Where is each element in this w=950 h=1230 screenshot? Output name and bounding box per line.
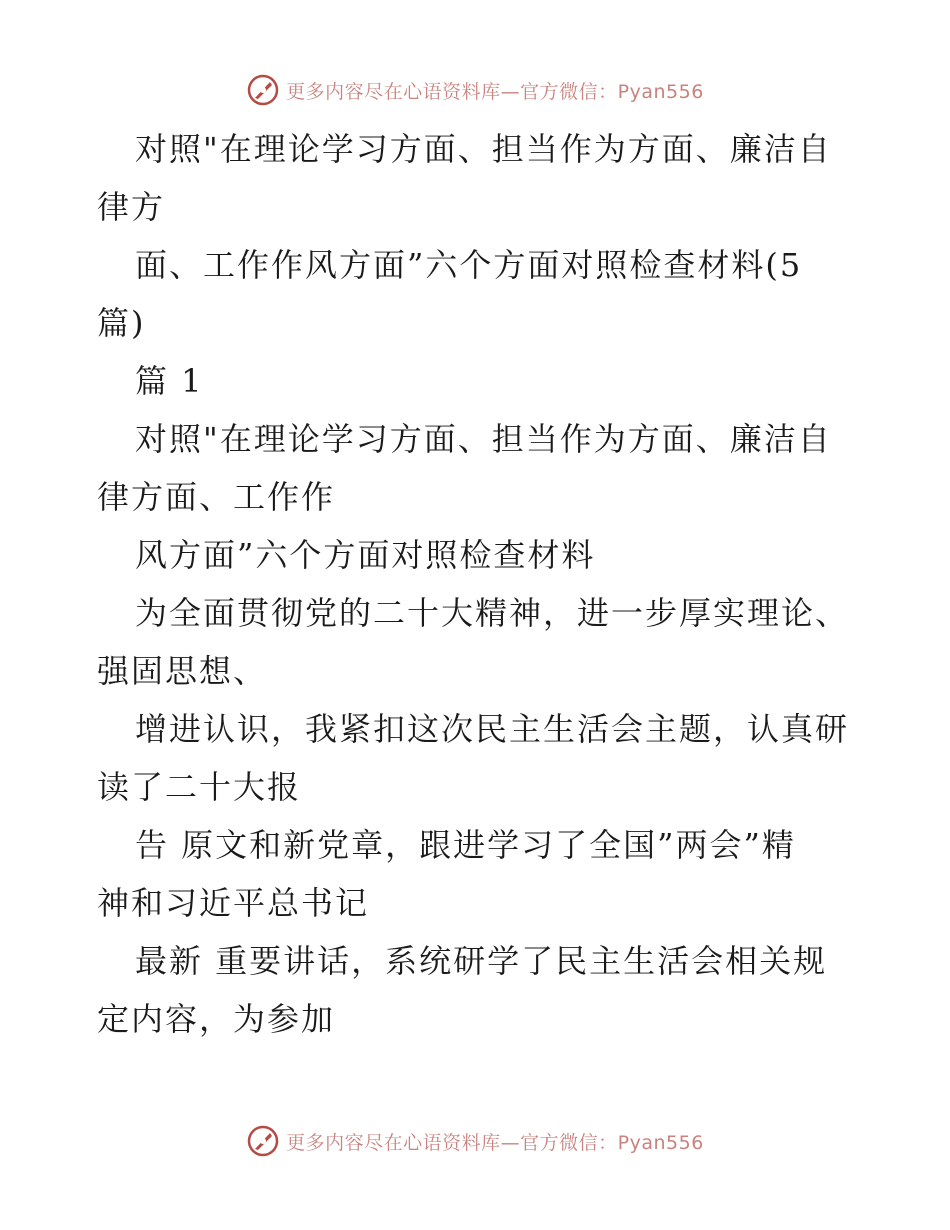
section-heading: 篇 1 [135,362,204,400]
text-line: 读了二十大报 [97,768,302,806]
header-watermark [0,70,950,110]
text-line: 神和习近平总书记 [97,884,370,922]
text-line: 增进认识，我紧扣这次民主生活会主题，认真研 [135,710,850,748]
quill-logo-icon [246,1124,280,1158]
text-line: 告 原文和新党章，跟进学习了全国”两会”精 [135,826,796,864]
text-line: 为全面贯彻党的二十大精神，进一步厚实理论、 [135,594,850,632]
text-line: 强固思想、 [97,652,268,690]
text-line: 律方面、工作作 [97,478,336,516]
text-line: 对照"在理论学习方面、担当作为方面、廉洁自 [135,420,832,458]
text-line: 风方面”六个方面对照检查材料 [135,536,596,574]
text-line: 面、工作作风方面”六个方面对照检查材料(5 [135,246,803,284]
text-line: 对照"在理论学习方面、担当作为方面、廉洁自 [135,130,832,168]
watermark-text: 更多内容尽在心语资料库—官方微信：Pyan556 [286,80,704,103]
quill-logo-icon [246,73,280,107]
watermark-text: 更多内容尽在心语资料库—官方微信：Pyan556 [286,1131,704,1154]
text-line: 律方 [97,188,166,226]
document-body [97,120,867,1048]
footer-watermark [0,1121,950,1161]
text-line: 篇) [97,304,146,342]
text-line: 最新 重要讲话，系统研学了民主生活会相关规 [135,942,828,980]
text-line: 定内容，为参加 [97,1000,336,1038]
